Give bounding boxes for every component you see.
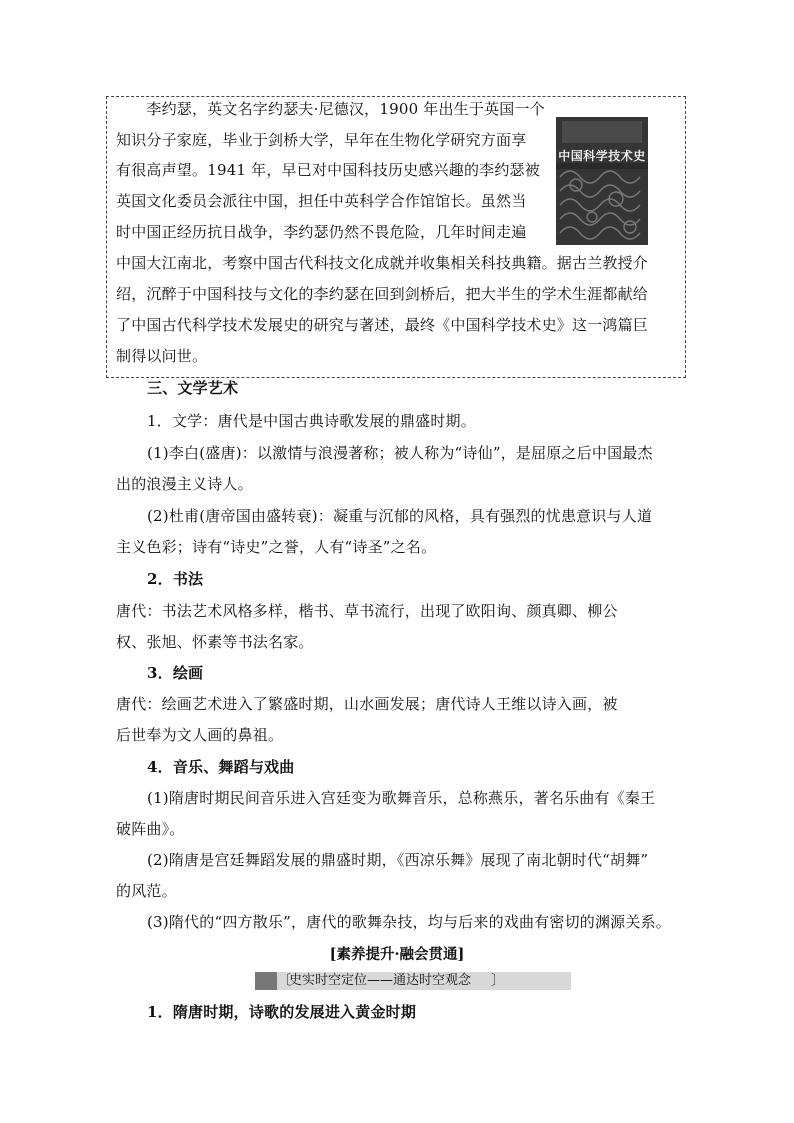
li-bai-line: 出的浪漫主义诗人。	[116, 475, 253, 493]
box-line: 李约瑟，英文名字约瑟夫·尼德汉，1900 年出生于英国一个	[116, 100, 545, 118]
box-line: 中国大江南北，考察中国古代科技文化成就并收集相关科技典籍。据古兰教授介	[116, 254, 649, 272]
painting-line: 后世奉为文人画的鼻祖。	[116, 726, 284, 744]
box-line: 英国文化委员会派往中国，担任中英科学合作馆馆长。虽然当	[116, 192, 527, 210]
calligraphy-line: 权、张旭、怀素等书法名家。	[116, 633, 314, 651]
music-line: 的风范。	[116, 882, 177, 900]
final-heading: 1．隋唐时期，诗歌的发展进入黄金时期	[147, 1003, 417, 1021]
banner-open-bracket: 〔	[277, 973, 291, 989]
literature-heading: 1．文学：唐代是中国古典诗歌发展的鼎盛时期。	[147, 412, 476, 430]
book-pattern	[556, 117, 648, 245]
box-line: 了中国古代科学技术发展史的研究与著述，最终《中国科学技术史》这一鸿篇巨	[116, 316, 649, 334]
banner-text: 史实时空定位——通达时空观念	[289, 973, 472, 988]
book-title: 中国科学技术史	[558, 149, 646, 163]
music-heading: 4．音乐、舞蹈与戏曲	[147, 758, 295, 776]
book-cover-image	[556, 117, 648, 245]
music-line: 破阵曲》。	[116, 820, 185, 838]
calligraphy-heading: 2．书法	[147, 570, 204, 588]
music-line: (3)隋代的“四方散乐”，唐代的歌舞杂技，均与后来的戏曲有密切的渊源关系。	[147, 913, 671, 931]
box-line: 制得以问世。	[116, 347, 208, 365]
banner-close-bracket: 〕	[491, 973, 505, 989]
music-line: (1)隋唐时期民间音乐进入宫廷变为歌舞音乐，总称燕乐，著名乐曲有《秦王	[147, 789, 656, 807]
box-line: 有很高声望。1941 年，早已对中国科技历史感兴趣的李约瑟被	[116, 161, 540, 179]
music-line: (2)隋唐是宫廷舞蹈发展的鼎盛时期，《西凉乐舞》展现了南北朝时代“胡舞”	[147, 851, 649, 869]
du-fu-line: (2)杜甫(唐帝国由盛转衰)：凝重与沉郁的风格，具有强烈的忧患意识与人道	[147, 507, 653, 525]
banner-marker	[255, 972, 277, 990]
li-bai-line: (1)李白(盛唐)：以激情与浪漫著称；被人称为“诗仙”，是屈原之后中国最杰	[147, 444, 653, 462]
box-line: 知识分子家庭，毕业于剑桥大学，早年在生物化学研究方面享	[116, 131, 527, 149]
section-banner	[255, 972, 571, 990]
box-line: 时中国正经历抗日战争，李约瑟仍然不畏危险，几年时间走遍	[116, 223, 527, 241]
center-heading: [素养提升·融会贯通]	[329, 946, 465, 963]
calligraphy-line: 唐代：书法艺术风格多样，楷书、草书流行，出现了欧阳询、颜真卿、柳公	[116, 602, 618, 620]
box-line: 绍，沉醉于中国科技与文化的李约瑟在回到剑桥后，把大半生的学术生涯都献给	[116, 285, 649, 303]
painting-heading: 3．绘画	[147, 664, 204, 682]
section-heading: 三、文学艺术	[147, 379, 239, 397]
painting-line: 唐代：绘画艺术进入了繁盛时期，山水画发展；唐代诗人王维以诗入画，被	[116, 695, 618, 713]
du-fu-line: 主义色彩；诗有“诗史”之誉，人有“诗圣”之名。	[116, 538, 437, 556]
